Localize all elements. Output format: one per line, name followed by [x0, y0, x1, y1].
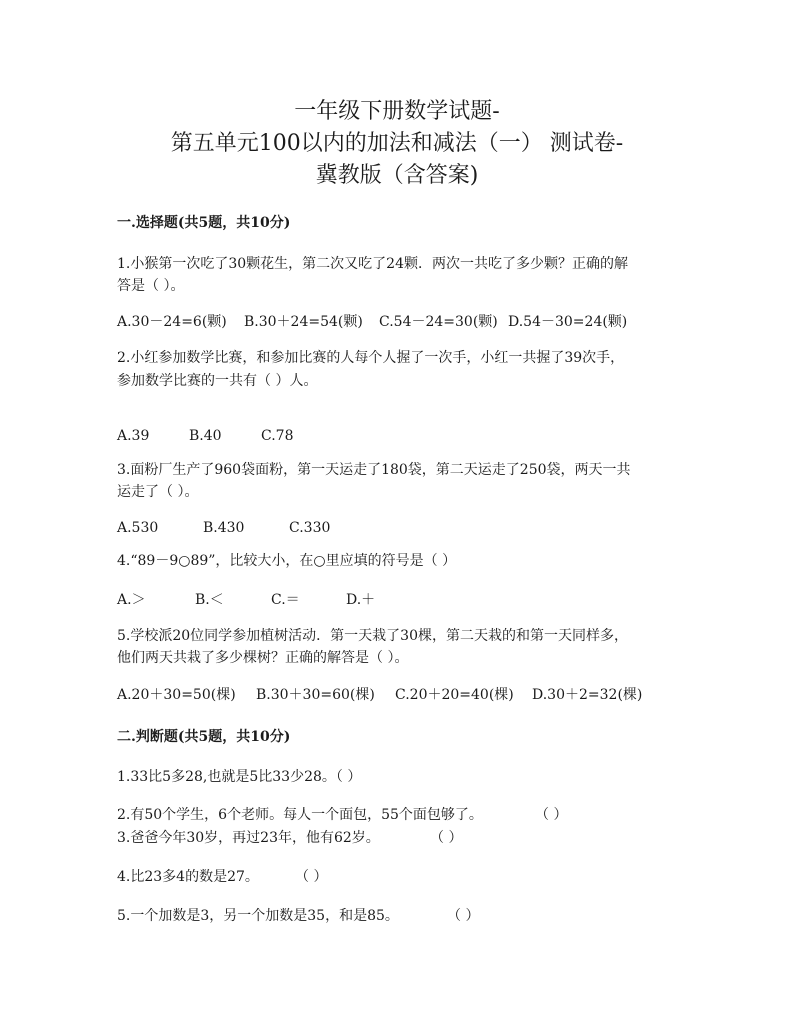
option-b: B.30＋24=54(颗) — [244, 314, 363, 330]
question-5-line-2: 他们两天共栽了多少棵树？正确的解答是（ ）。 — [117, 650, 409, 666]
option-d: D.30＋2=32(棵) — [532, 687, 643, 703]
option-b: B.40 — [189, 428, 222, 444]
question-2-line-2: 参加数学比赛的一共有（ ）人。 — [117, 373, 318, 389]
judgement-item-2: 2.有50个学生，6个老师。每人一个面包，55个面包够了。 — [117, 807, 483, 823]
option-c: C.54－24=30(颗) — [379, 314, 498, 330]
section-heading-choice: 一.选择题(共5题，共10分) — [117, 215, 291, 231]
option-a: A.20＋30=50(棵) — [117, 687, 236, 703]
answer-blank-5[interactable]: （ ） — [447, 908, 480, 924]
option-a: A.30－24=6(颗) — [117, 314, 227, 330]
judgement-item-3: 3.爸爸今年30岁，再过23年，他有62岁。 — [117, 830, 380, 846]
section-heading-judgement: 二.判断题(共5题，共10分) — [117, 729, 291, 745]
title-line-1: 一年级下册数学试题- — [294, 99, 500, 124]
option-c: C.＝ — [271, 592, 300, 608]
judgement-item-4: 4.比23多4的数是27。 — [117, 869, 259, 885]
option-b: B.30＋30=60(棵) — [256, 687, 375, 703]
answer-blank-2[interactable]: （ ） — [535, 807, 568, 823]
option-d: D.54－30=24(颗) — [508, 314, 628, 330]
option-b: B.＜ — [195, 592, 224, 608]
option-c: C.78 — [261, 428, 294, 444]
answer-blank-3[interactable]: （ ） — [430, 830, 463, 846]
option-c: C.20＋20=40(棵) — [395, 687, 514, 703]
question-1-line-1: 1.小猴第一次吃了30颗花生，第二次又吃了24颗．两次一共吃了多少颗？正确的解 — [117, 256, 628, 272]
option-a: A.39 — [117, 428, 150, 444]
judgement-item-5: 5.一个加数是3，另一个加数是35，和是85。 — [117, 908, 399, 924]
option-d: D.＋ — [346, 592, 376, 608]
option-b: B.430 — [203, 520, 245, 536]
title-line-3: 冀教版（含答案) — [315, 163, 479, 188]
question-3-line-1: 3.面粉厂生产了960袋面粉，第一天运走了180袋，第二天运走了250袋，两天一共 — [117, 462, 631, 478]
answer-blank-4[interactable]: （ ） — [295, 869, 328, 885]
question-2-line-1: 2.小红参加数学比赛，和参加比赛的人每个人握了一次手，小红一共握了39次手， — [117, 350, 625, 366]
option-c: C.330 — [289, 520, 331, 536]
question-5-line-1: 5.学校派20位同学参加植树活动．第一天栽了30棵，第二天栽的和第一天同样多， — [117, 628, 628, 644]
question-1-line-2: 答是（ ）。 — [117, 278, 185, 294]
title-line-2: 第五单元100以内的加法和减法（一） 测试卷- — [170, 131, 624, 156]
judgement-item-1: 1.33比5多28,也就是5比33少28。（ ） — [117, 769, 362, 785]
question-4-line-1: 4.“89－9○89”，比较大小，在○里应填的符号是（ ） — [117, 553, 457, 569]
option-a: A.＞ — [117, 592, 146, 608]
question-3-line-2: 运走了（ ）。 — [117, 484, 199, 500]
option-a: A.530 — [117, 520, 159, 536]
